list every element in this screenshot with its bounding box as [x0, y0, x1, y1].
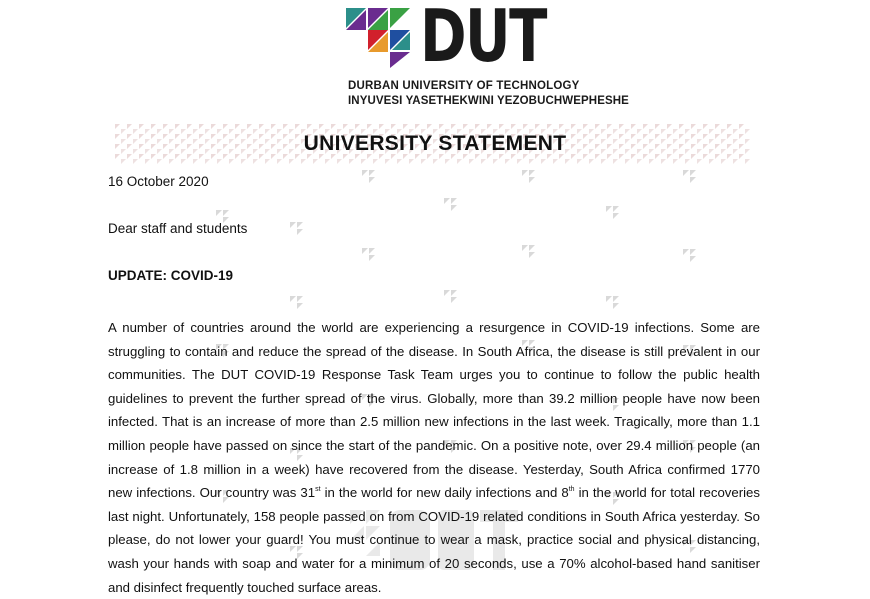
statement-date: 16 October 2020	[108, 174, 209, 189]
paragraph-text-part3: in the world for total recoveries last night. Unfortunately, 158 people passed on from COVID-19 related conditions in South Africa yesterday. So please, do not lower your guard! You must continue to wear a mask, practice social and physical distancing, wash your hands with soap and water for a minimum of 20 seconds, use a 70% alcohol-based hand sanitiser and disinfect frequently touched surface areas.	[108, 485, 760, 595]
watermark-icon	[362, 170, 376, 184]
body-paragraph	[108, 316, 760, 599]
ordinal-suffix-2: th	[568, 486, 575, 494]
watermark-icon	[290, 222, 304, 236]
paragraph-text-part2: in the world for new daily infections and 8	[320, 485, 569, 501]
watermark-icon	[683, 170, 697, 184]
university-name-zulu: INYUVESI YASETHEKWINI YEZOBUCHWEPHESHE	[348, 95, 629, 107]
watermark-icon	[444, 198, 458, 212]
watermark-icon	[683, 249, 697, 263]
dut-logo-mark-icon	[346, 8, 410, 68]
greeting: Dear staff and students	[108, 221, 248, 236]
watermark-icon	[606, 296, 620, 310]
ordinal-suffix-1: st	[315, 486, 321, 494]
watermark-icon	[290, 296, 304, 310]
watermark-icon	[362, 248, 376, 262]
paragraph-text-part1: A number of countries around the world are experiencing a resurgence in COVID-19 infections. Some are struggling to contain and reduce the spread of the disease. In South Africa, the disease is still prevalent in our communities. The DUT COVID-19 Response Task Team urges you to continue to follow the public health guidelines to prevent the further spread of the virus. Globally, more than 39.2 million people have now been infected. That is an increase of more than 2.5 million new infections in the last week. Tragically, more than 1.1 million people have passed on since the start of the pandemic. On a positive note, over 29.4 million people (an increase of 1.8 million in a week) have recovered from the disease. Yesterday, South Africa confirmed 1770 new infections. Our country was 31	[108, 320, 760, 501]
section-heading: UPDATE: COVID-19	[108, 268, 234, 283]
watermark-icon	[522, 170, 536, 184]
university-name: DURBAN UNIVERSITY OF TECHNOLOGY	[348, 80, 580, 92]
watermark-icon	[522, 245, 536, 259]
watermark-icon	[606, 206, 620, 220]
watermark-icon	[444, 290, 458, 304]
dut-wordmark: DUT	[420, 0, 546, 78]
document-title: UNIVERSITY STATEMENT	[303, 132, 567, 155]
